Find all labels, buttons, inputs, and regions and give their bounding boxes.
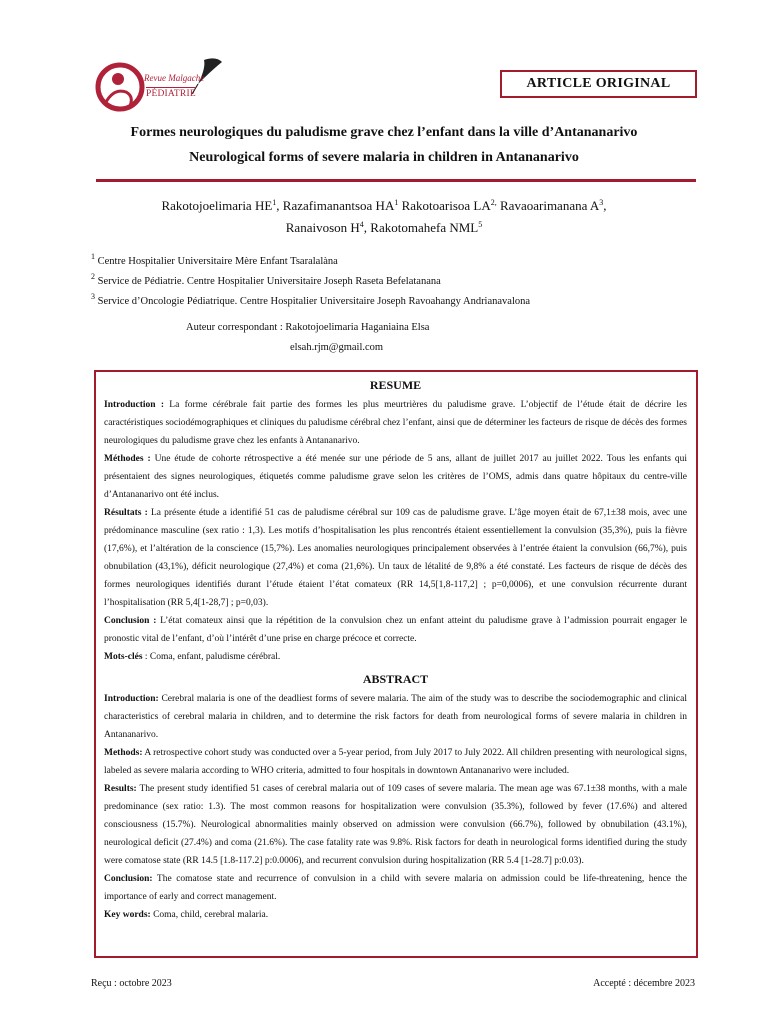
author: Ravaoarimanana A (500, 198, 600, 213)
section-label: Conclusion: (104, 874, 153, 884)
corresponding-email[interactable]: elsah.rjm@gmail.com (290, 342, 384, 353)
author-separator: , (276, 198, 283, 213)
abstract-methods (104, 744, 687, 780)
affiliation-number: 1 (91, 252, 95, 261)
author: Razafimanantsoa HA (282, 198, 395, 213)
author-affiliation-mark: 5 (478, 220, 483, 229)
abstract-conclusion (104, 870, 687, 906)
section-text: La présente étude a identifié 51 cas de paludisme cérébral sur 109 cas de paludisme grave. L’âge moyen était de 67,1±38 mois, avec une prédominance masculine (sex ratio : 1,3). Les motifs d’hospitalisation les plus rencontrés étaient essentiellement la convulsion (35,3%), puis la fièvre (17,6%), et l’altération de la conscience (15,7%). Les anomalies neurologiques principalement observées à l’entrée étaient la convulsion (66,7%), puis obnubilation (43,1%), déficit neurologique (27,4%) et coma (21,6%). Un taux de létalité de 9,8% a été constaté. Les facteurs de risque de décès des formes neurologiques identifiés durant l’étude étaient l’état comateux (RR 14,5[1,8-117,2] ; p=0,0006), et une convulsion récurrente durant l’hospitalisation (RR 5,4[1-28,7] ; p=0,03). (104, 508, 688, 608)
abstract-box (94, 370, 698, 958)
article-type-badge: ARTICLE ORIGINAL (500, 70, 697, 98)
resume-introduction (104, 396, 687, 450)
section-text: The present study identified 51 cases of cerebral malaria out of 109 cases of severe malaria. The mean age was 67.1±38 months, with a male predominance (sex ratio: 1.3). The most common reasons for hospitalization were convulsion (35.3%), followed by fever (17.6%) and altered consciousness (15.7%). Neurological abnormalities mainly observed on admission were convulsion (66.7%), followed by obnubilation (43.1%), neurological deficit (27.4%) and coma (21.6%). The case fatality rate was 9.8%. Risk factors for death in neurological forms identified during the study were comatose state (RR 14.5 [1.8-117.2] p:0.0006), and recurrent convulsion during hospitalization (RR 5.4 [1-28.7] p:0.03). (104, 784, 687, 866)
author-line-1 (60, 195, 708, 217)
section-label: Méthodes : (104, 454, 151, 464)
section-text: Coma, child, cerebral malaria. (150, 910, 269, 920)
affiliation-text: Service de Pédiatrie. Centre Hospitalier Universitaire Joseph Raseta Befelatanana (97, 276, 441, 287)
section-label: Introduction: (104, 694, 159, 704)
received-date: Reçu : octobre 2023 (91, 978, 172, 989)
affiliation-item (91, 252, 530, 272)
corresponding-author: Auteur correspondant : Rakotojoelimaria Haganiaina Elsa (186, 322, 430, 333)
affiliation-number: 2 (91, 272, 95, 281)
author-affiliation-mark: 1 (394, 198, 399, 207)
affiliation-item (91, 292, 530, 312)
author-line-2 (60, 217, 708, 239)
author-affiliation-mark: 2, (490, 198, 497, 207)
resume-mots-cles (104, 648, 687, 666)
author: Ranaivoson H (285, 220, 360, 235)
affiliation-item (91, 272, 530, 292)
author-affiliation-mark: 4 (359, 220, 364, 229)
section-text: L’état comateux ainsi que la répétition de la convulsion chez un enfant atteint du paludisme grave à l’admission pourrait engager le pronostic vital de l’enfant, d’où l’intérêt d’une prise en charge précoce et correcte. (104, 616, 687, 644)
resume-heading: RESUME (369, 378, 422, 392)
affiliation-text: Service d’Oncologie Pédiatrique. Centre Hospitalier Universitaire Joseph Ravoahangy Andrianavalona (97, 296, 531, 307)
resume-methodes (104, 450, 687, 504)
section-label: Résultats : (104, 508, 148, 518)
section-text: : Coma, enfant, paludisme cérébral. (142, 652, 281, 662)
title-divider (96, 179, 696, 182)
abstract-heading: ABSTRACT (362, 672, 429, 686)
author: Rakotojoelimaria HE (161, 198, 273, 213)
author-affiliation-mark: 3 (599, 198, 604, 207)
abstract-introduction (104, 690, 687, 744)
section-label: Introduction : (104, 400, 165, 410)
affiliation-list (91, 252, 530, 312)
abstract-keywords (104, 906, 687, 924)
section-text: The comatose state and recurrence of convulsion in a child with severe malaria on admission could be life-threatening, hence the importance of early and correct management. (104, 874, 687, 902)
section-label: Results: (104, 784, 137, 794)
author-affiliation-mark: 1 (272, 198, 277, 207)
section-text: La forme cérébrale fait partie des formes les plus meurtrières du paludisme grave. L’objectif de l’étude était de décrire les caractéristiques sociodémographiques et cliniques du paludisme cérébral chez l’enfant, ainsi que de déterminer les facteurs de risque de décès des formes neurologiques du paludisme grave chez les enfants à Antananarivo. (104, 400, 687, 446)
journal-logo (94, 54, 229, 119)
logo-line1: Revue Malgache (144, 73, 205, 83)
author-separator: , (603, 198, 607, 213)
abstract-results (104, 780, 687, 870)
author: Rakotoarisoa LA (401, 198, 491, 213)
section-text: Une étude de cohorte rétrospective a été menée sur une période de 5 ans, allant de juillet 2017 au juillet 2022. Tous les enfants qui présentaient des signes neurologiques, étiquetés comme paludisme grave selon les critères de l’OMS, admis dans quatre hôpitaux du centre-ville d’Antananarivo ont été inclus. (104, 454, 687, 500)
affiliation-number: 3 (91, 292, 95, 301)
section-label: Conclusion : (104, 616, 157, 626)
author-separator: , (363, 220, 371, 235)
section-label: Methods: (104, 748, 143, 758)
affiliation-text: Centre Hospitalier Universitaire Mère Enfant Tsaralalàna (97, 256, 338, 267)
logo-line2: PÉDIATRIE (146, 89, 196, 99)
resume-resultats (104, 504, 687, 612)
section-text: Cerebral malaria is one of the deadliest forms of severe malaria. The aim of the study was to describe the sociodemographic and clinical characteristics of cerebral malaria in children, and to determine the risk factors for death from neurological forms of severe malaria in children in Antananarivo. (104, 694, 687, 740)
author-list (60, 195, 708, 239)
resume-conclusion (104, 612, 687, 648)
section-label: Mots-clés (104, 652, 143, 662)
section-text: A retrospective cohort study was conducted over a 5-year period, from July 2017 to July 2022. All children presenting with neurological signs, labeled as severe malaria according to WHO criteria, admitted to four hospitals in downtown Antananarivo were included. (104, 748, 687, 776)
title-english: Neurological forms of severe malaria in children in Antananarivo (189, 150, 579, 165)
title-french: Formes neurologiques du paludisme grave chez l’enfant dans la ville d’Antananarivo (130, 125, 638, 140)
section-label: Key words: (104, 910, 151, 920)
accepted-date: Accepté : décembre 2023 (593, 978, 695, 989)
author: Rakotomahefa NML (370, 220, 479, 235)
